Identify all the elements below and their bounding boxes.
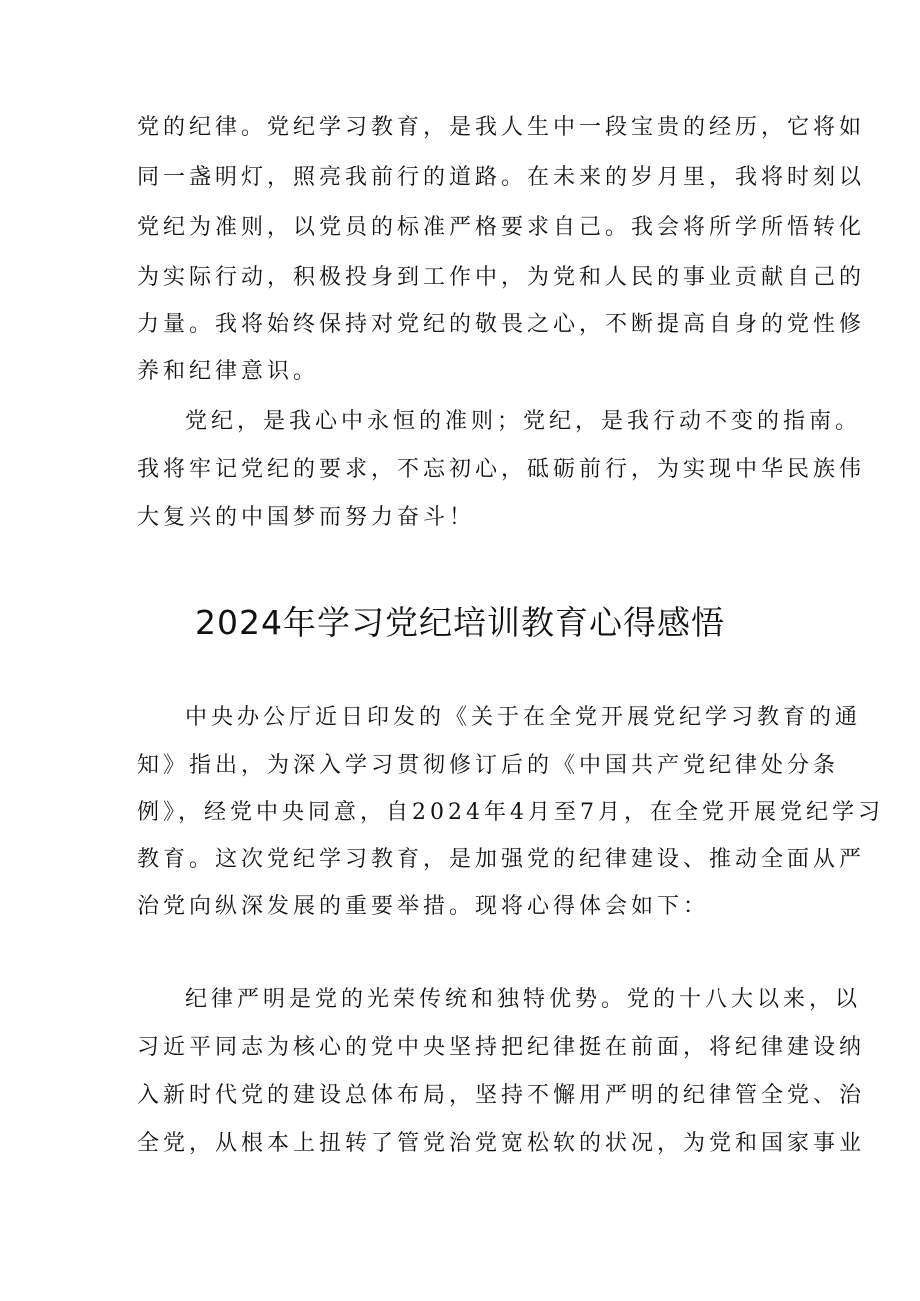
paragraph-3-line-2: 知》指出，为深入学习贯彻修订后的《中国共产党纪律处分条 — [137, 753, 840, 778]
paragraph-2-line-2: 我将牢记党纪的要求，不忘初心，砥砺前行，为实现中华民族伟 — [137, 457, 866, 482]
paragraph-3-line-1: 中央办公厅近日印发的《关于在全党开展党纪学习教育的通 — [185, 705, 862, 730]
paragraph-1-line-2: 同一盏明灯，照亮我前行的道路。在未来的岁月里，我将时刻以 — [137, 165, 866, 190]
paragraph-1-line-3: 党纪为准则，以党员的标准严格要求自己。我会将所学所悟转化 — [137, 215, 866, 240]
paragraph-4-line-2: 习近平同志为核心的党中央坚持把纪律挺在前面，将纪律建设纳 — [137, 1035, 866, 1060]
paragraph-3-line-3: 例》，经党中央同意，自2024年4月至7月，在全党开展党纪学习 — [137, 800, 884, 825]
paragraph-1-line-4: 为实际行动，积极投身到工作中，为党和人民的事业贡献自己的 — [137, 265, 866, 290]
paragraph-4-line-1: 纪律严明是党的光荣传统和独特优势。党的十八大以来，以 — [185, 987, 862, 1012]
paragraph-2-line-3: 大复兴的中国梦而努力奋斗！ — [137, 505, 476, 530]
paragraph-3-line-5: 治党向纵深发展的重要举措。现将心得体会如下： — [137, 894, 710, 919]
paragraph-3-line-4: 教育。这次党纪学习教育，是加强党的纪律建设、推动全面从严 — [137, 847, 866, 872]
paragraph-4-line-4: 全党，从根本上扭转了管党治党宽松软的状况，为党和国家事业 — [137, 1131, 866, 1156]
paragraph-4-line-3: 入新时代党的建设总体布局，坚持不懈用严明的纪律管全党、治 — [137, 1083, 866, 1108]
paragraph-2-line-1: 党纪，是我心中永恒的准则；党纪，是我行动不变的指南。 — [185, 409, 862, 434]
document-title: 2024年学习党纪培训教育心得感悟 — [195, 603, 725, 642]
paragraph-1-line-5: 力量。我将始终保持对党纪的敬畏之心，不断提高自身的党性修 — [137, 312, 866, 337]
paragraph-1-line-6: 养和纪律意识。 — [137, 359, 320, 384]
paragraph-1-line-1: 党的纪律。党纪学习教育，是我人生中一段宝贵的经历，它将如 — [137, 115, 866, 140]
